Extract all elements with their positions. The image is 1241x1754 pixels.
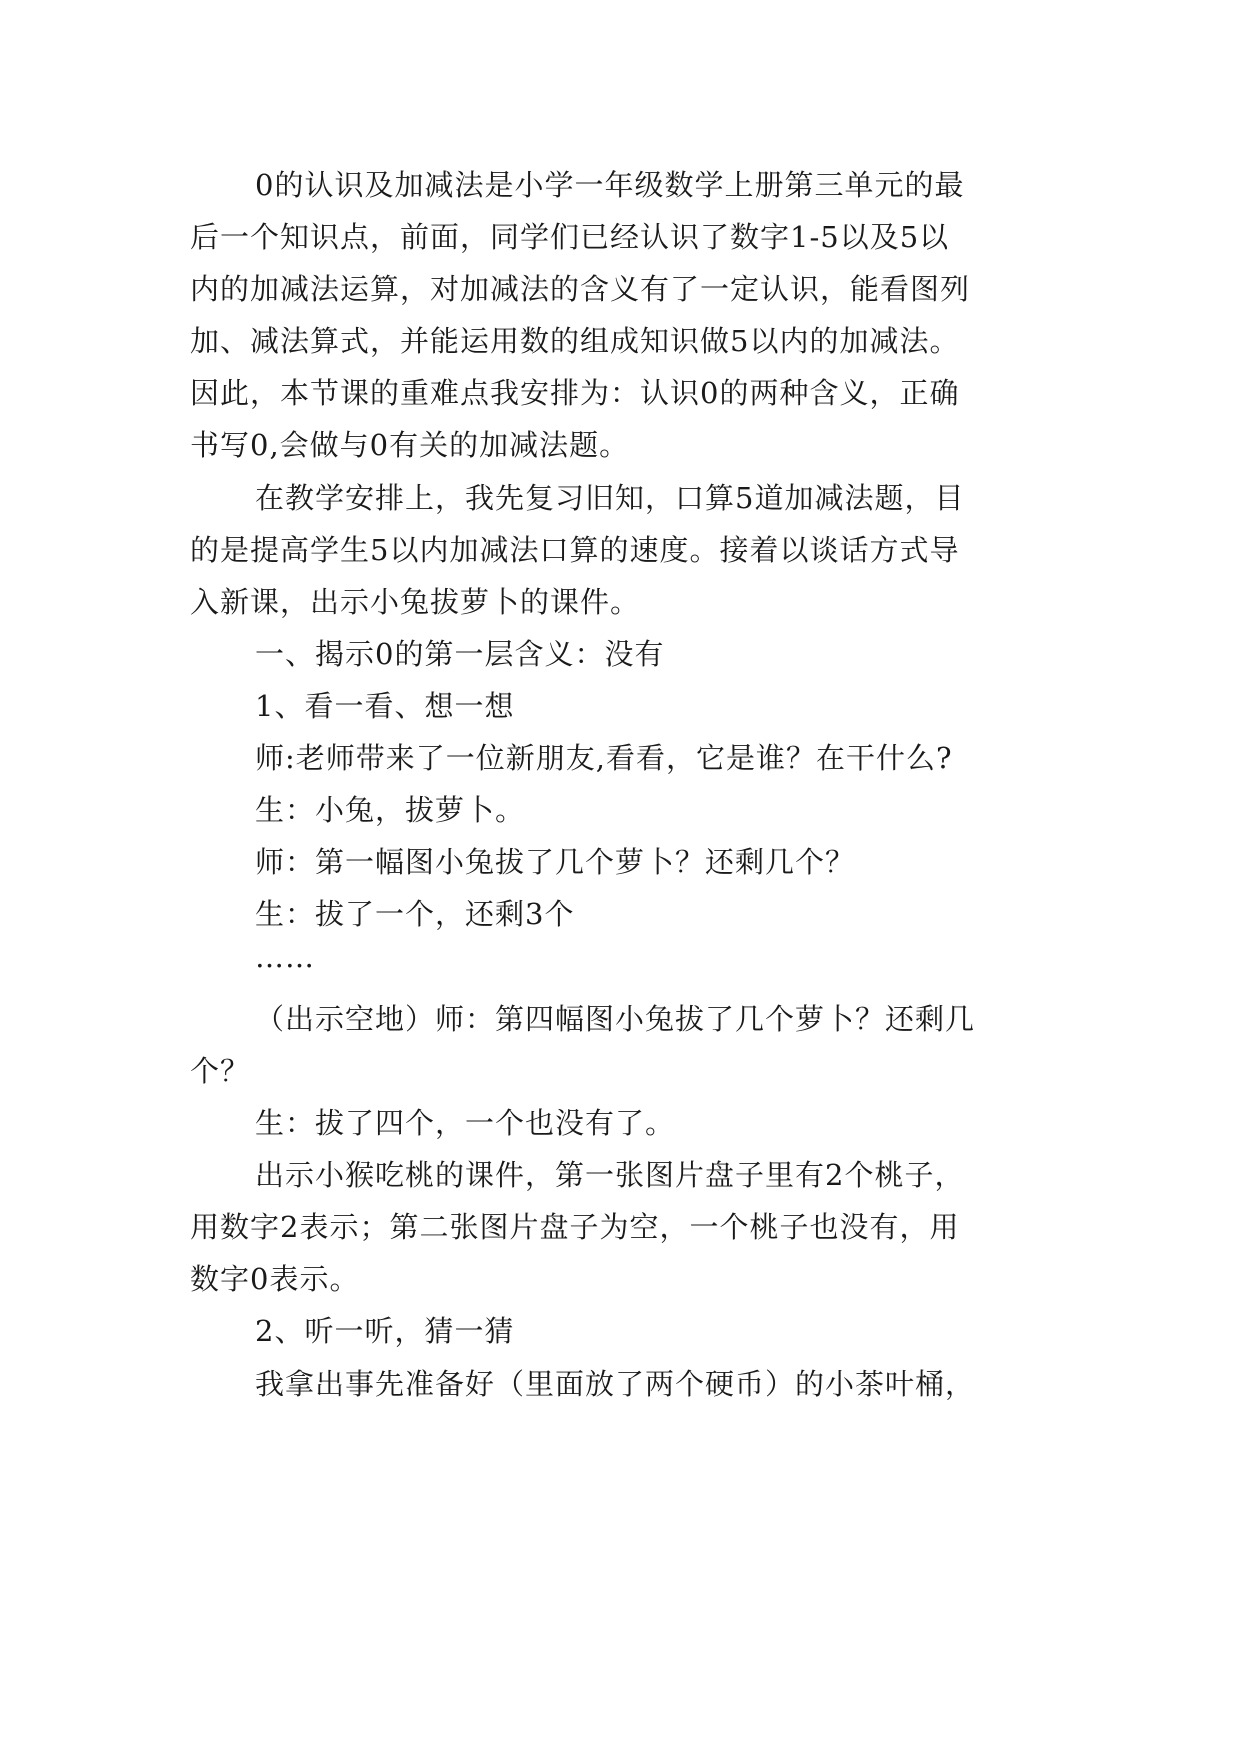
paragraph-line: 入新课，出示小兔拔萝卜的课件。 (190, 585, 641, 619)
paragraph-line: 出示小猴吃桃的课件，第一张图片盘子里有2个桃子， (255, 1158, 965, 1192)
section-heading: 一、揭示0的第一层含义：没有 (255, 637, 665, 671)
dialogue-line: 个？ (190, 1054, 251, 1088)
paragraph-line: 后一个知识点，前面，同学们已经认识了数字1-5以及5以 (190, 220, 950, 254)
paragraph-line: 用数字2表示；第二张图片盘子为空，一个桃子也没有，用 (190, 1210, 960, 1244)
paragraph-line: 的是提高学生5以内加减法口算的速度。接着以谈话方式导 (190, 533, 960, 567)
dialogue-line: （出示空地）师：第四幅图小兔拔了几个萝卜？还剩几 (255, 1002, 976, 1036)
ellipsis-line: …… (255, 940, 315, 974)
paragraph-line: 内的加减法运算，对加减法的含义有了一定认识，能看图列 (190, 272, 971, 306)
paragraph-line: 0的认识及加减法是小学一年级数学上册第三单元的最 (255, 168, 965, 202)
subsection-heading: 2、听一听，猜一猜 (255, 1314, 515, 1348)
subsection-heading: 1、看一看、想一想 (255, 689, 515, 723)
paragraph-line: 我拿出事先准备好（里面放了两个硬币）的小茶叶桶， (255, 1367, 976, 1401)
paragraph-line: 数字0表示。 (190, 1262, 360, 1296)
dialogue-line: 师：第一幅图小兔拔了几个萝卜？还剩几个？ (255, 845, 856, 879)
paragraph-line: 在教学安排上，我先复习旧知，口算5道加减法题，目 (255, 481, 965, 515)
dialogue-line: 生：拔了四个，一个也没有了。 (255, 1106, 676, 1140)
dialogue-line: 生：拔了一个，还剩3个 (255, 897, 575, 931)
dialogue-line: 师:老师带来了一位新朋友,看看，它是谁？在干什么? (255, 741, 953, 775)
paragraph-line: 因此，本节课的重难点我安排为：认识0的两种含义，正确 (190, 376, 960, 410)
paragraph-line: 加、减法算式，并能运用数的组成知识做5以内的加减法。 (190, 324, 960, 358)
dialogue-line: 生：小兔，拔萝卜。 (255, 793, 526, 827)
paragraph-line: 书写0,会做与0有关的加减法题。 (190, 428, 630, 462)
